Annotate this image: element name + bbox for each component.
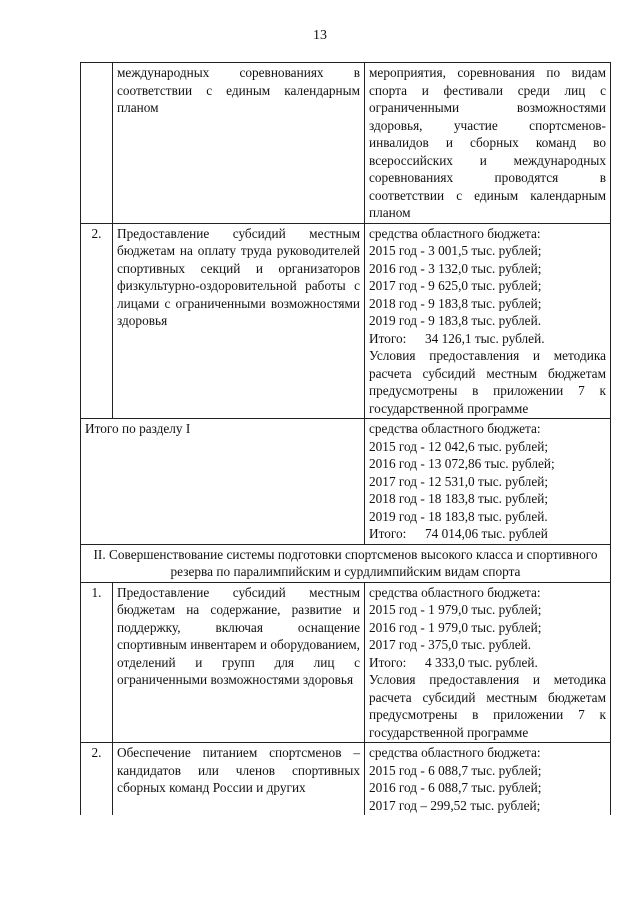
total-line <box>369 330 606 348</box>
financing-cell <box>365 743 611 816</box>
conditions-text: Условия предоставления и методика расчета субсидий местным бюджетам предусмотрены в приложении 7 к государственной программе <box>369 348 606 416</box>
year-amount: 2015 год - 1 979,0 тыс. рублей; <box>369 602 542 617</box>
financing-text: мероприятия, соревнования по видам спорта и фестивали среди лиц с ограниченными возможностями здоровья, участие спортсменов-инвалидов и сборных команд во всероссийских и международных соревнованиях проводятся в соответствии с единым календарным планом <box>365 63 611 224</box>
subtotal-row <box>81 419 611 545</box>
financing-cell <box>365 419 611 545</box>
row-number: 2. <box>81 223 113 419</box>
total-label: Итого: <box>369 654 407 670</box>
conditions-text: Условия предоставления и методика расчета субсидий местным бюджетам предусмотрены в приложении 7 к государственной программе <box>369 672 606 740</box>
activity-name: Предоставление субсидий местным бюджетам на содержание, развитие и поддержку, включая оснащение спортивным инвентарем и оборудованием, отделений и групп для лиц с ограниченными возможностями здоровья <box>113 582 365 743</box>
activity-name: Предоставление субсидий местным бюджетам на оплату труда руководителей спортивных секций и организаторов физкультурно-оздоровительной работы с лицами с ограниченными возможностями здоровья <box>113 223 365 419</box>
year-amount: 2019 год - 9 183,8 тыс. рублей. <box>369 313 542 328</box>
program-table <box>80 62 611 815</box>
year-amount: 2015 год - 3 001,5 тыс. рублей; <box>369 243 542 258</box>
table-row <box>81 223 611 419</box>
table-row <box>81 63 611 224</box>
section-heading: II. Совершенствование системы подготовки спортсменов высокого класса и спортивного резерва по паралимпийским и сурдлимпийским видам спорта <box>81 544 611 582</box>
year-amount: 2016 год - 13 072,86 тыс. рублей; <box>369 456 555 471</box>
year-amount: 2017 год - 12 531,0 тыс. рублей; <box>369 473 549 489</box>
year-amount: 2017 год – 299,52 тыс. рублей; <box>369 797 541 813</box>
total-value: 74 014,06 тыс. рублей <box>425 526 548 541</box>
year-amount: 2018 год - 18 183,8 тыс. рублей; <box>369 491 549 506</box>
activity-name: Обеспечение питанием спортсменов – кандидатов или членов спортивных сборных команд России и других <box>113 743 365 816</box>
financing-source: средства областного бюджета: <box>369 421 541 436</box>
total-value: 4 333,0 тыс. рублей. <box>425 654 538 670</box>
financing-source: средства областного бюджета: <box>369 225 541 241</box>
year-amount: 2015 год - 6 088,7 тыс. рублей; <box>369 762 542 778</box>
subtotal-label: Итого по разделу I <box>81 419 365 545</box>
year-amount: 2018 год - 9 183,8 тыс. рублей; <box>369 295 542 311</box>
financing-cell <box>365 223 611 419</box>
year-amount: 2015 год - 12 042,6 тыс. рублей; <box>369 438 549 454</box>
financing-source: средства областного бюджета: <box>369 584 541 600</box>
row-number: 1. <box>81 582 113 743</box>
year-amount: 2016 год - 6 088,7 тыс. рублей; <box>369 780 542 795</box>
year-amount: 2016 год - 3 132,0 тыс. рублей; <box>369 260 542 276</box>
total-line <box>369 654 606 672</box>
financing-cell <box>365 582 611 743</box>
financing-source: средства областного бюджета: <box>369 745 541 760</box>
year-amount: 2017 год - 9 625,0 тыс. рублей; <box>369 278 542 293</box>
row-number <box>81 63 113 224</box>
table-row <box>81 743 611 816</box>
total-value: 34 126,1 тыс. рублей. <box>425 330 545 346</box>
total-label: Итого: <box>369 526 407 541</box>
total-line <box>369 525 606 543</box>
section-heading-row <box>81 544 611 582</box>
year-amount: 2019 год - 18 183,8 тыс. рублей. <box>369 508 548 524</box>
year-amount: 2016 год - 1 979,0 тыс. рублей; <box>369 619 542 635</box>
total-label: Итого: <box>369 330 407 346</box>
activity-name: международных соревнованиях в соответствии с единым календарным планом <box>113 63 365 224</box>
year-amount: 2017 год - 375,0 тыс. рублей. <box>369 637 532 652</box>
table-row <box>81 582 611 743</box>
row-number: 2. <box>81 743 113 816</box>
page-number: 13 <box>313 28 327 43</box>
